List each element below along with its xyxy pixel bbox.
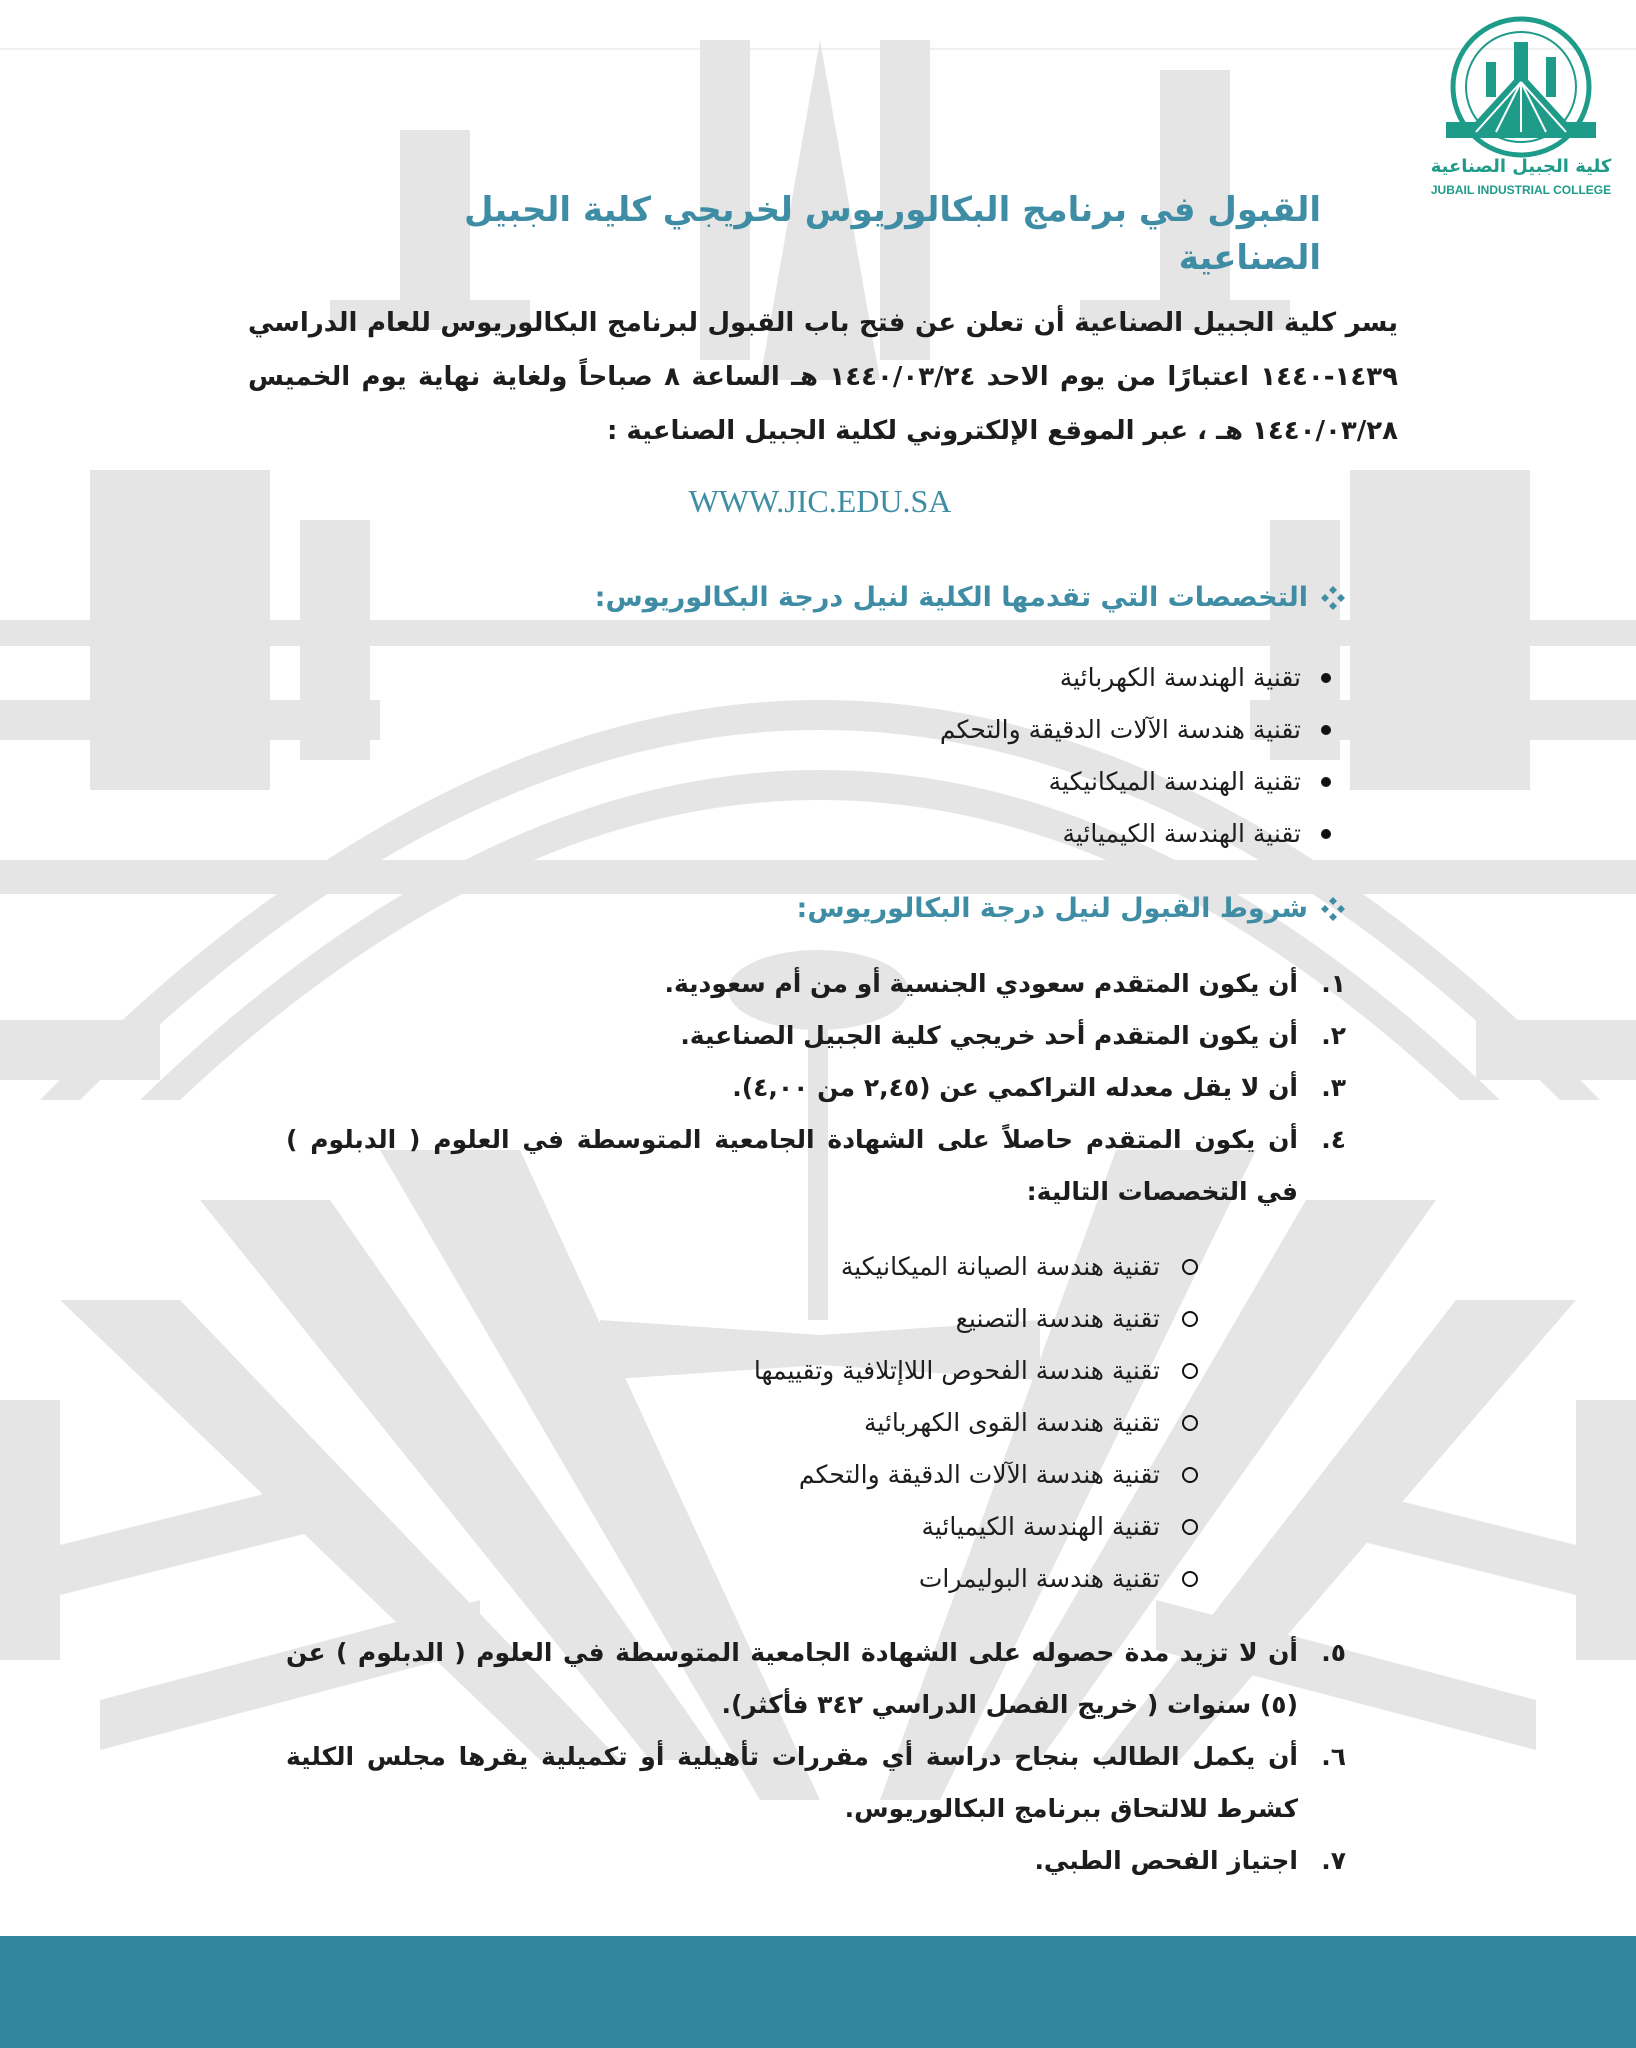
intro-paragraph: يسر كلية الجبيل الصناعية أن تعلن عن فتح باب القبول لبرنامج البكالوريوس للعام الدراسي ١٤٣٩-١٤٤٠ اعتبارًا من يوم الاحد ١٤٤٠/٠٣/٢٤ هـ الساعة ٨ صباحاً ولغاية نهاية يوم الخميس ١٤٤٠/٠٣/٢٨ هـ ، عبر الموقع الإلكتروني لكلية الجبيل الصناعية : — [248, 308, 1398, 446]
list-item-text: تقنية هندسة الفحوص اللاإتلافية وتقييمها — [753, 1356, 1160, 1385]
condition-number: ٧. — [1321, 1846, 1346, 1875]
specializations-list — [940, 652, 1331, 860]
conditions-heading — [797, 889, 1346, 929]
college-logo — [1416, 12, 1626, 202]
svg-text:كلية الجبيل الصناعية: كلية الجبيل الصناعية — [1430, 156, 1612, 177]
condition-number: ٢. — [1321, 1021, 1346, 1050]
condition-number: ٦. — [1321, 1742, 1346, 1771]
hollow-circle-icon — [1182, 1519, 1198, 1535]
diamond-icon — [1320, 896, 1346, 922]
bullet-icon — [1321, 725, 1331, 735]
bullet-icon — [1321, 829, 1331, 839]
diploma-specializations-list — [754, 1241, 1198, 1605]
list-item — [940, 704, 1331, 756]
specializations-heading-text: التخصصات التي تقدمها الكلية لنيل درجة البكالوريوس: — [594, 582, 1308, 613]
condition-text: أن يكون المتقدم سعودي الجنسية أو من أم سعودية. — [664, 969, 1298, 998]
list-item-text: تقنية هندسة الآلات الدقيقة والتحكم — [798, 1460, 1160, 1489]
bullet-icon — [1321, 777, 1331, 787]
hollow-circle-icon — [1182, 1415, 1198, 1431]
condition-number: ١. — [1321, 969, 1346, 998]
website-link[interactable]: WWW.JIC.EDU.SA — [688, 483, 952, 519]
footer-band — [0, 1936, 1636, 2048]
list-item-text: تقنية هندسة الصيانة الميكانيكية — [840, 1252, 1160, 1281]
specializations-heading — [595, 578, 1346, 618]
svg-text:JUBAIL INDUSTRIAL COLLEGE: JUBAIL INDUSTRIAL COLLEGE — [1430, 183, 1612, 197]
list-item-text: تقنية الهندسة الكيميائية — [1062, 819, 1301, 848]
hollow-circle-icon — [1182, 1467, 1198, 1483]
hollow-circle-icon — [1182, 1571, 1198, 1587]
list-item — [754, 1449, 1198, 1501]
list-item — [754, 1345, 1198, 1397]
list-item — [940, 756, 1331, 808]
condition-text: أن يكون المتقدم أحد خريجي كلية الجبيل الصناعية. — [680, 1021, 1298, 1050]
conditions-heading-text: شروط القبول لنيل درجة البكالوريوس: — [796, 893, 1308, 924]
bullet-icon — [1321, 673, 1331, 683]
list-item — [754, 1293, 1198, 1345]
list-item — [940, 808, 1331, 860]
diamond-icon — [1320, 585, 1346, 611]
condition-item — [286, 1010, 1346, 1062]
list-item-text: تقنية هندسة القوى الكهربائية — [864, 1408, 1160, 1437]
condition-number: ٣. — [1321, 1073, 1346, 1102]
condition-item — [286, 1731, 1346, 1835]
condition-item — [286, 1627, 1346, 1731]
condition-item — [286, 1835, 1346, 1887]
condition-item — [286, 958, 1346, 1010]
list-item — [754, 1553, 1198, 1605]
page-title: القبول في برنامج البكالوريوس لخريجي كلية الجبيل الصناعية — [463, 190, 1321, 278]
hollow-circle-icon — [1182, 1311, 1198, 1327]
list-item — [754, 1241, 1198, 1293]
list-item-text: تقنية الهندسة الميكانيكية — [1048, 767, 1301, 796]
list-item-text: تقنية الهندسة الكهربائية — [1059, 663, 1301, 692]
conditions-list — [286, 958, 1346, 1218]
condition-number: ٥. — [1321, 1638, 1346, 1667]
condition-text: اجتياز الفحص الطبي. — [1034, 1846, 1298, 1875]
condition-number: ٤. — [1321, 1125, 1346, 1154]
condition-item — [286, 1062, 1346, 1114]
condition-item — [286, 1114, 1346, 1218]
condition-text: أن يكمل الطالب بنجاح دراسة أي مقررات تأهيلية أو تكميلية يقرها مجلس الكلية كشرط للالتحاق ببرنامج البكالوريوس. — [286, 1742, 1298, 1823]
list-item-text: تقنية هندسة التصنيع — [955, 1304, 1160, 1333]
list-item — [754, 1501, 1198, 1553]
list-item-text: تقنية الهندسة الكيميائية — [921, 1512, 1160, 1541]
condition-text: أن يكون المتقدم حاصلاً على الشهادة الجامعية المتوسطة في العلوم ( الدبلوم ) في التخصصات التالية: — [286, 1125, 1298, 1206]
list-item — [940, 652, 1331, 704]
list-item — [754, 1397, 1198, 1449]
list-item-text: تقنية هندسة الآلات الدقيقة والتحكم — [939, 715, 1301, 744]
condition-text: أن لا يقل معدله التراكمي عن (٢,٤٥ من ٤,٠٠). — [732, 1073, 1298, 1102]
hollow-circle-icon — [1182, 1259, 1198, 1275]
hollow-circle-icon — [1182, 1363, 1198, 1379]
conditions-list-continued — [286, 1627, 1346, 1887]
condition-text: أن لا تزيد مدة حصوله على الشهادة الجامعية المتوسطة في العلوم ( الدبلوم ) عن (٥) سنوات ( خريج الفصل الدراسي ٣٤٢ فأكثر). — [286, 1638, 1298, 1719]
list-item-text: تقنية هندسة البوليمرات — [918, 1564, 1160, 1593]
